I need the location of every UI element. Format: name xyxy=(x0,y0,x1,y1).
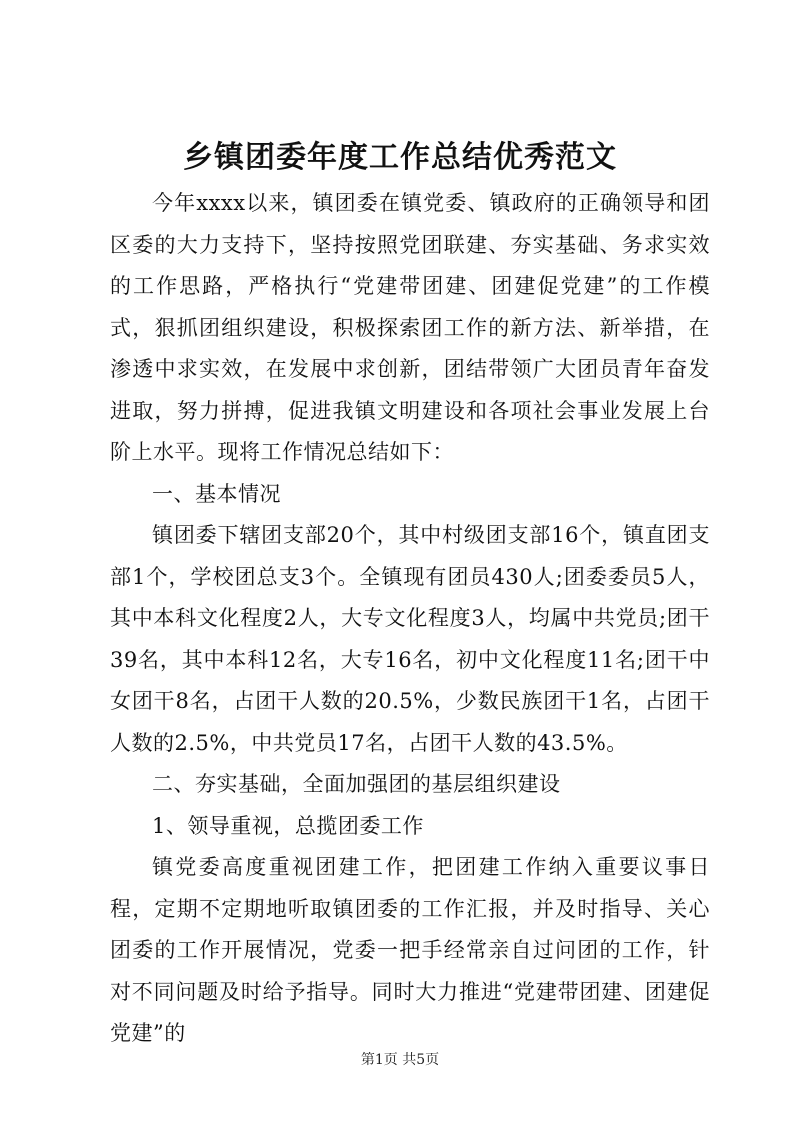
page-number-footer: 第1页 共5页 xyxy=(360,1052,440,1068)
basic-info-paragraph: 镇团委下辖团支部20个，其中村级团支部16个，镇直团支部1个，学校团总支3个。全镇现有团员430人;团委委员5人，其中本科文化程度2人，大专文化程度3人，均属中共党员;团干39名，其中本科12名，大专16名，初中文化程度11名;团干中女团干8名，占团干人数的20.5%，少数民族团干1名，占团干人数的2.5%，中共党员17名，占团干人数的43.5%。 xyxy=(110,523,710,755)
subsection-heading-leadership: 1、领导重视，总揽团委工作 xyxy=(152,813,424,838)
document-title: 乡镇团委年度工作总结优秀范文 xyxy=(183,140,617,175)
document-body xyxy=(110,183,710,1055)
intro-paragraph: 今年xxxx以来，镇团委在镇党委、镇政府的正确领导和团区委的大力支持下，坚持按照党团联建、夯实基础、务求实效的工作思路，严格执行“党建带团建、团建促党建”的工作模式，狠抓团组织建设，积极探索团工作的新方法、新举措，在渗透中求实效，在发展中求创新，团结带领广大团员青年奋发进取，努力拼搏，促进我镇文明建设和各项社会事业发展上台阶上水平。现将工作情况总结如下： xyxy=(110,191,710,464)
section-heading-foundation: 二、夯实基础，全面加强团的基层组织建设 xyxy=(152,772,561,796)
section-heading-basic-info: 一、基本情况 xyxy=(152,481,281,506)
leadership-paragraph: 镇党委高度重视团建工作，把团建工作纳入重要议事日程，定期不定期地听取镇团委的工作汇报，并及时指导、关心团委的工作开展情况，党委一把手经常亲自过问团的工作，针对不同问题及时给予指导。同时大力推进“党建带团建、团建促党建”的 xyxy=(110,855,710,1045)
